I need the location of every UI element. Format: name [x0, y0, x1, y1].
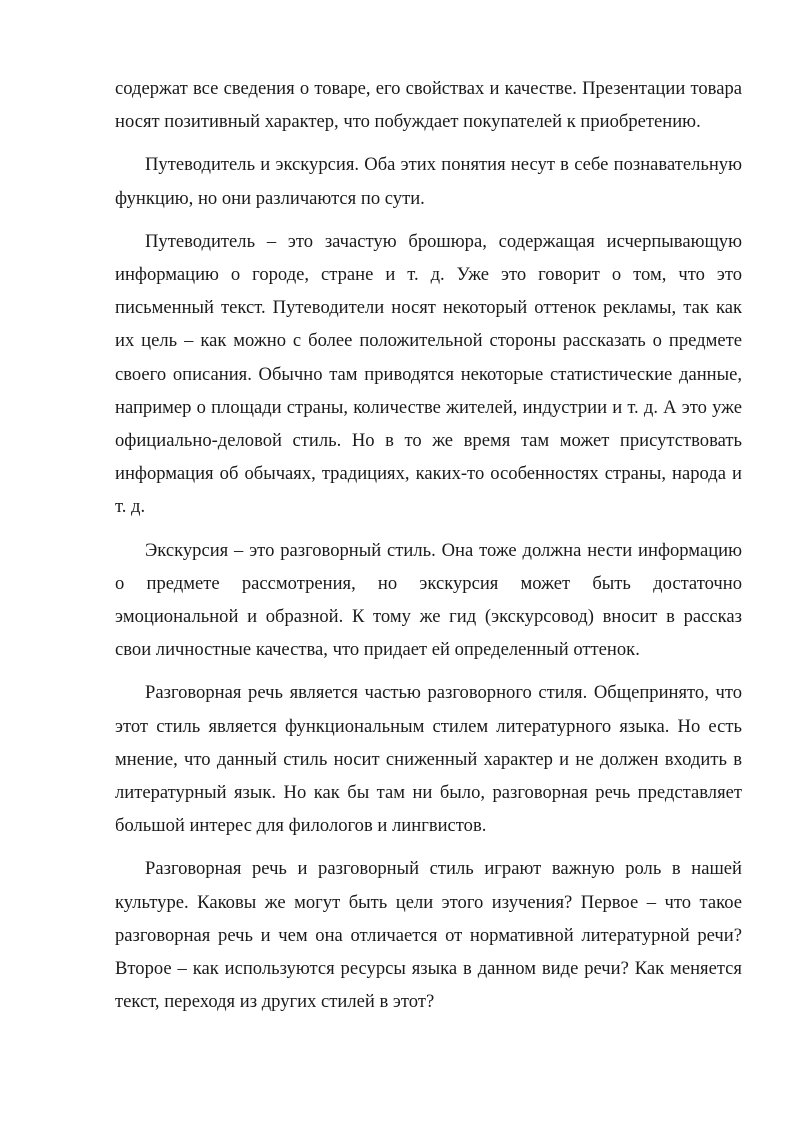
paragraph-colloquial-style-role: Разговорная речь и разговорный стиль играют важную роль в нашей культуре. Каковы же могут быть цели этого изучения? Первое – что такое разговорная речь и чем она отличается от нормативной литературной речи? Второе – как используются ресурсы языка в данном виде речи? Как меняется текст, переходя из других стилей в этот? [115, 858, 742, 1013]
text-body [115, 72, 742, 1028]
paragraph-excursion: Экскурсия – это разговорный стиль. Она тоже должна нести информацию о предмете рассмотрения, но экскурсия может быть достаточно эмоциональной и образной. К тому же гид (экскурсовод) вносит в рассказ свои личностные качества, что придает ей определенный оттенок. [115, 539, 742, 661]
paragraph-guidebook: Путеводитель – это зачастую брошюра, содержащая исчерпывающую информацию о городе, стране и т. д. Уже это говорит о том, что это письменный текст. Путеводители носят некоторый оттенок рекламы, так как их цель – как можно с более положительной стороны рассказать о предмете своего описания. Обычно там приводятся некоторые статистические данные, например о площади страны, количестве жителей, индустрии и т. д. А это уже официально-деловой стиль. Но в то же время там может присутствовать информация об обычаях, традициях, каких-то особенностях страны, народа и т. д. [115, 230, 742, 518]
paragraph-guide-and-excursion: Путеводитель и экскурсия. Оба этих понятия несут в себе познавательную функцию, но они различаются по сути. [115, 154, 742, 209]
paragraph-colloquial-speech: Разговорная речь является частью разговорного стиля. Общепринято, что этот стиль является функциональным стилем литературного языка. Но есть мнение, что данный стиль носит сниженный характер и не должен входить в литературный язык. Но как бы там ни было, разговорная речь представляет большой интерес для филологов и лингвистов. [115, 682, 742, 837]
paragraph-continuation: содержат все сведения о товаре, его свойствах и качестве. Презентации товара носят позитивный характер, что побуждает покупателей к приобретению. [115, 78, 742, 133]
